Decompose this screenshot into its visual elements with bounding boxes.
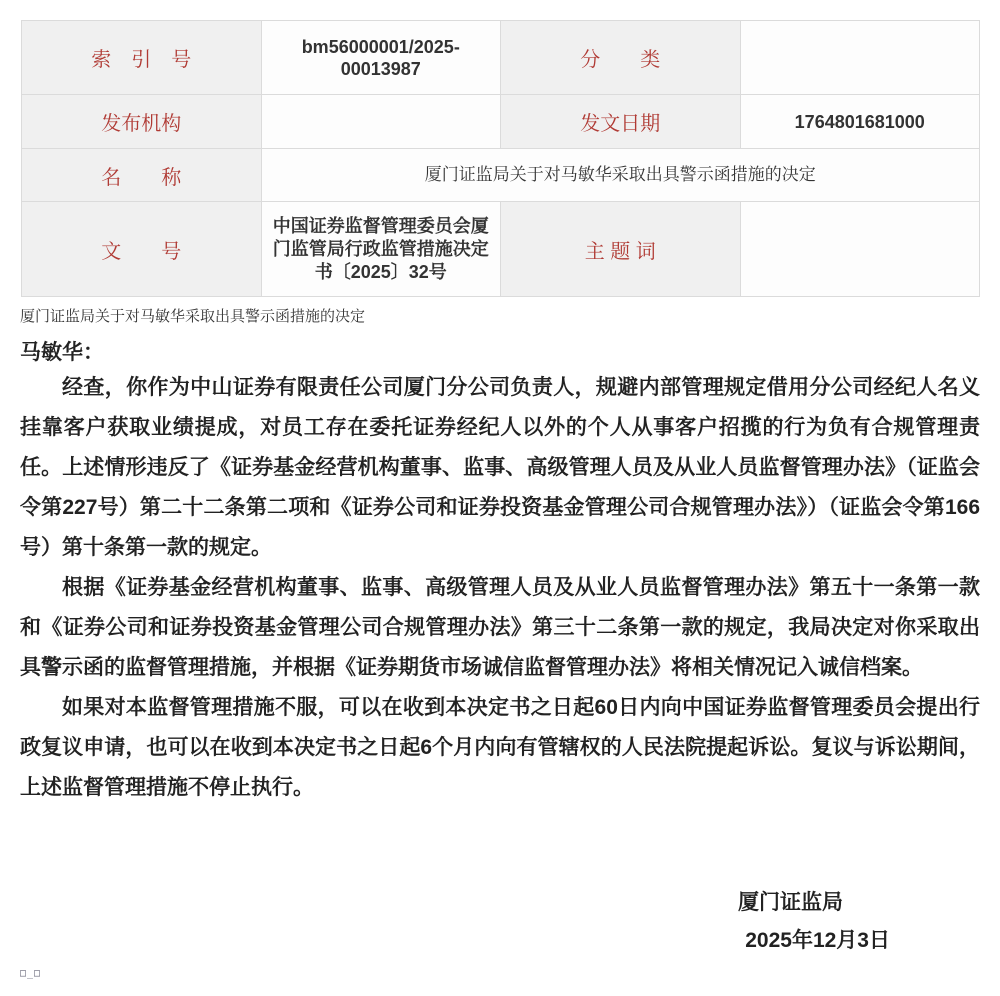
document-title: 厦门证监局关于对马敏华采取出具警示函措施的决定 [20, 308, 366, 325]
meta-value-subject-words [740, 202, 980, 297]
document-meta-table [21, 20, 980, 297]
meta-value-name: 厦门证监局关于对马敏华采取出具警示函措施的决定 [261, 149, 980, 202]
meta-label-name: 名 称 [22, 149, 262, 202]
meta-label-index-number: 索 引 号 [22, 21, 262, 95]
meta-label-document-number: 文 号 [22, 202, 262, 297]
meta-label-subject-words: 主 题 词 [501, 202, 741, 297]
meta-label-category: 分 类 [501, 21, 741, 95]
meta-value-category [740, 21, 980, 95]
paragraph-appeal-rights: 如果对本监督管理措施不服，可以在收到本决定书之日起60日内向中国证券监督管理委员会提出行政复议申请，也可以在收到本决定书之日起6个月内向有管辖权的人民法院提起诉讼。复议与诉讼期间，上述监督管理措施不停止执行。 [20, 696, 980, 799]
signature-org: 厦门证监局 [738, 891, 843, 914]
meta-value-publish-agency [261, 95, 501, 149]
paragraph-decision: 根据《证券基金经营机构董事、监事、高级管理人员及从业人员监督管理办法》第五十一条第一款和《证券公司和证券投资基金管理公司合规管理办法》第三十二条第一款的规定，我局决定对你采取出具警示函的监督管理措施，并根据《证券期货市场诚信监督管理办法》将相关情况记入诚信档案。 [20, 576, 980, 679]
meta-row-index-category [22, 21, 980, 95]
meta-row-agency-date [22, 95, 980, 149]
salutation: 马敏华： [20, 341, 104, 364]
meta-row-name [22, 149, 980, 202]
signature-block [20, 884, 980, 960]
broken-image-placeholder: □_□ [20, 968, 42, 979]
signature-date: 2025年12月3日 [745, 929, 890, 952]
meta-value-publish-date: 1764801681000 [740, 95, 980, 149]
meta-label-publish-agency: 发布机构 [22, 95, 262, 149]
meta-value-index-number: bm56000001/2025-00013987 [261, 21, 501, 95]
paragraph-findings: 经查，你作为中山证券有限责任公司厦门分公司负责人，规避内部管理规定借用分公司经纪人名义挂靠客户获取业绩提成，对员工存在委托证券经纪人以外的个人从事客户招揽的行为负有合规管理责任。上述情形违反了《证券基金经营机构董事、监事、高级管理人员及从业人员监督管理办法》（证监会令第227号）第二十二条第二项和《证券公司和证券投资基金管理公司合规管理办法》）（证监会令第166号）第十条第一款的规定。 [20, 376, 980, 559]
meta-label-publish-date: 发文日期 [501, 95, 741, 149]
meta-value-document-number: 中国证券监督管理委员会厦门监管局行政监管措施决定书〔2025〕32号 [261, 202, 501, 297]
meta-row-docnum-subject [22, 202, 980, 297]
